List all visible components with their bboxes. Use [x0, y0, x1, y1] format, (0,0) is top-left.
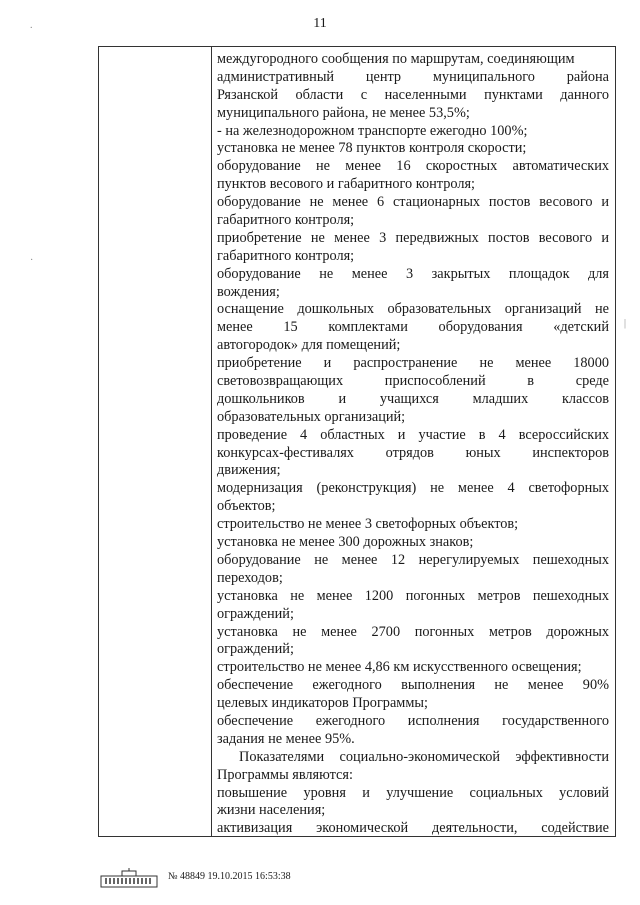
text-line: переходов; [217, 569, 283, 586]
text-line: Показателями социально-экономической эффективности [239, 748, 609, 765]
text-line: приобретение и распространение не менее 18000 [217, 355, 609, 372]
text-line: междугородного сообщения по маршрутам, соединяющим [217, 51, 575, 67]
text-line: строительство не менее 4,86 км искусственного освещения; [217, 659, 582, 676]
text-line: пунктов весового и габаритного контроля; [217, 176, 475, 193]
text-line: обеспечение ежегодного исполнения государственного [217, 712, 609, 729]
text-line: Программы являются: [217, 766, 353, 783]
text-line: муниципального района, не менее 53,5%; [217, 104, 470, 121]
table-right-column [212, 47, 615, 836]
text-line: модернизация (реконструкция) не менее 4 светофорных [217, 480, 609, 497]
text-line: - на железнодорожном транспорте ежегодно 100%; [217, 122, 528, 139]
text-line: приобретение не менее 3 передвижных постов весового и [217, 229, 609, 246]
text-line: оборудование не менее 16 скоростных автоматических [217, 158, 609, 175]
text-line: установка не менее 300 дорожных знаков; [217, 534, 474, 551]
text-line: целевых индикаторов Программы; [217, 695, 428, 712]
text-line: задания не менее 95%. [217, 730, 355, 747]
text-line: обеспечение ежегодного выполнения не менее 90% [217, 677, 609, 694]
text-line: автогородок» для помещений; [217, 337, 401, 354]
text-line: образовательных организаций; [217, 408, 406, 425]
text-line: менее 15 комплектами оборудования «детский [217, 319, 609, 336]
text-line: оборудование не менее 12 нерегулируемых пешеходных [217, 551, 609, 568]
text-line: вождения; [217, 283, 280, 300]
text-line: ограждений; [217, 641, 294, 658]
text-line: Рязанской области с населенными пунктами данного [217, 86, 609, 103]
text-line: объектов; [217, 498, 276, 515]
text-line: установка не менее 1200 погонных метров пешеходных [217, 587, 609, 604]
text-line: оборудование не менее 3 закрытых площадок для [217, 265, 609, 282]
text-line: установка не менее 2700 погонных метров дорожных [217, 623, 609, 640]
text-line: административный центр муниципального района [217, 68, 609, 85]
text-line: движения; [217, 462, 281, 479]
registry-stamp [100, 868, 158, 888]
table-left-column [99, 47, 212, 836]
text-line: жизни населения; [217, 802, 326, 819]
text-line: световозвращающих приспособлений в среде [217, 373, 609, 390]
page-number: 11 [313, 16, 327, 31]
text-line: дошкольников и учащихся младших классов [217, 390, 609, 407]
scan-mark: · [30, 255, 34, 266]
text-line: строительство не менее 3 светофорных объектов; [217, 516, 519, 533]
text-line: проведение 4 областных и участие в 4 всероссийских [217, 426, 609, 443]
text-line: оснащение дошкольных образовательных организаций не [217, 301, 609, 318]
text-line: оборудование не менее 6 стационарных постов весового и [217, 194, 609, 211]
scan-mark: . [30, 20, 33, 31]
program-table [98, 46, 616, 837]
text-line: габаритного контроля; [217, 212, 355, 229]
document-footer [100, 866, 400, 890]
text-line: повышение уровня и улучшение социальных условий [217, 784, 609, 801]
text-line: установка не менее 78 пунктов контроля скорости; [217, 140, 527, 157]
registration-number: № 48849 19.10.2015 16:53:38 [168, 871, 291, 882]
text-line: активизация экономической деятельности, содействие [217, 820, 609, 836]
text-line: габаритного контроля; [217, 247, 355, 264]
scan-mark: | [624, 318, 627, 329]
text-line: ограждений; [217, 605, 294, 622]
text-line: конкурсах-фестивалях отрядов юных инспекторов [217, 444, 609, 461]
